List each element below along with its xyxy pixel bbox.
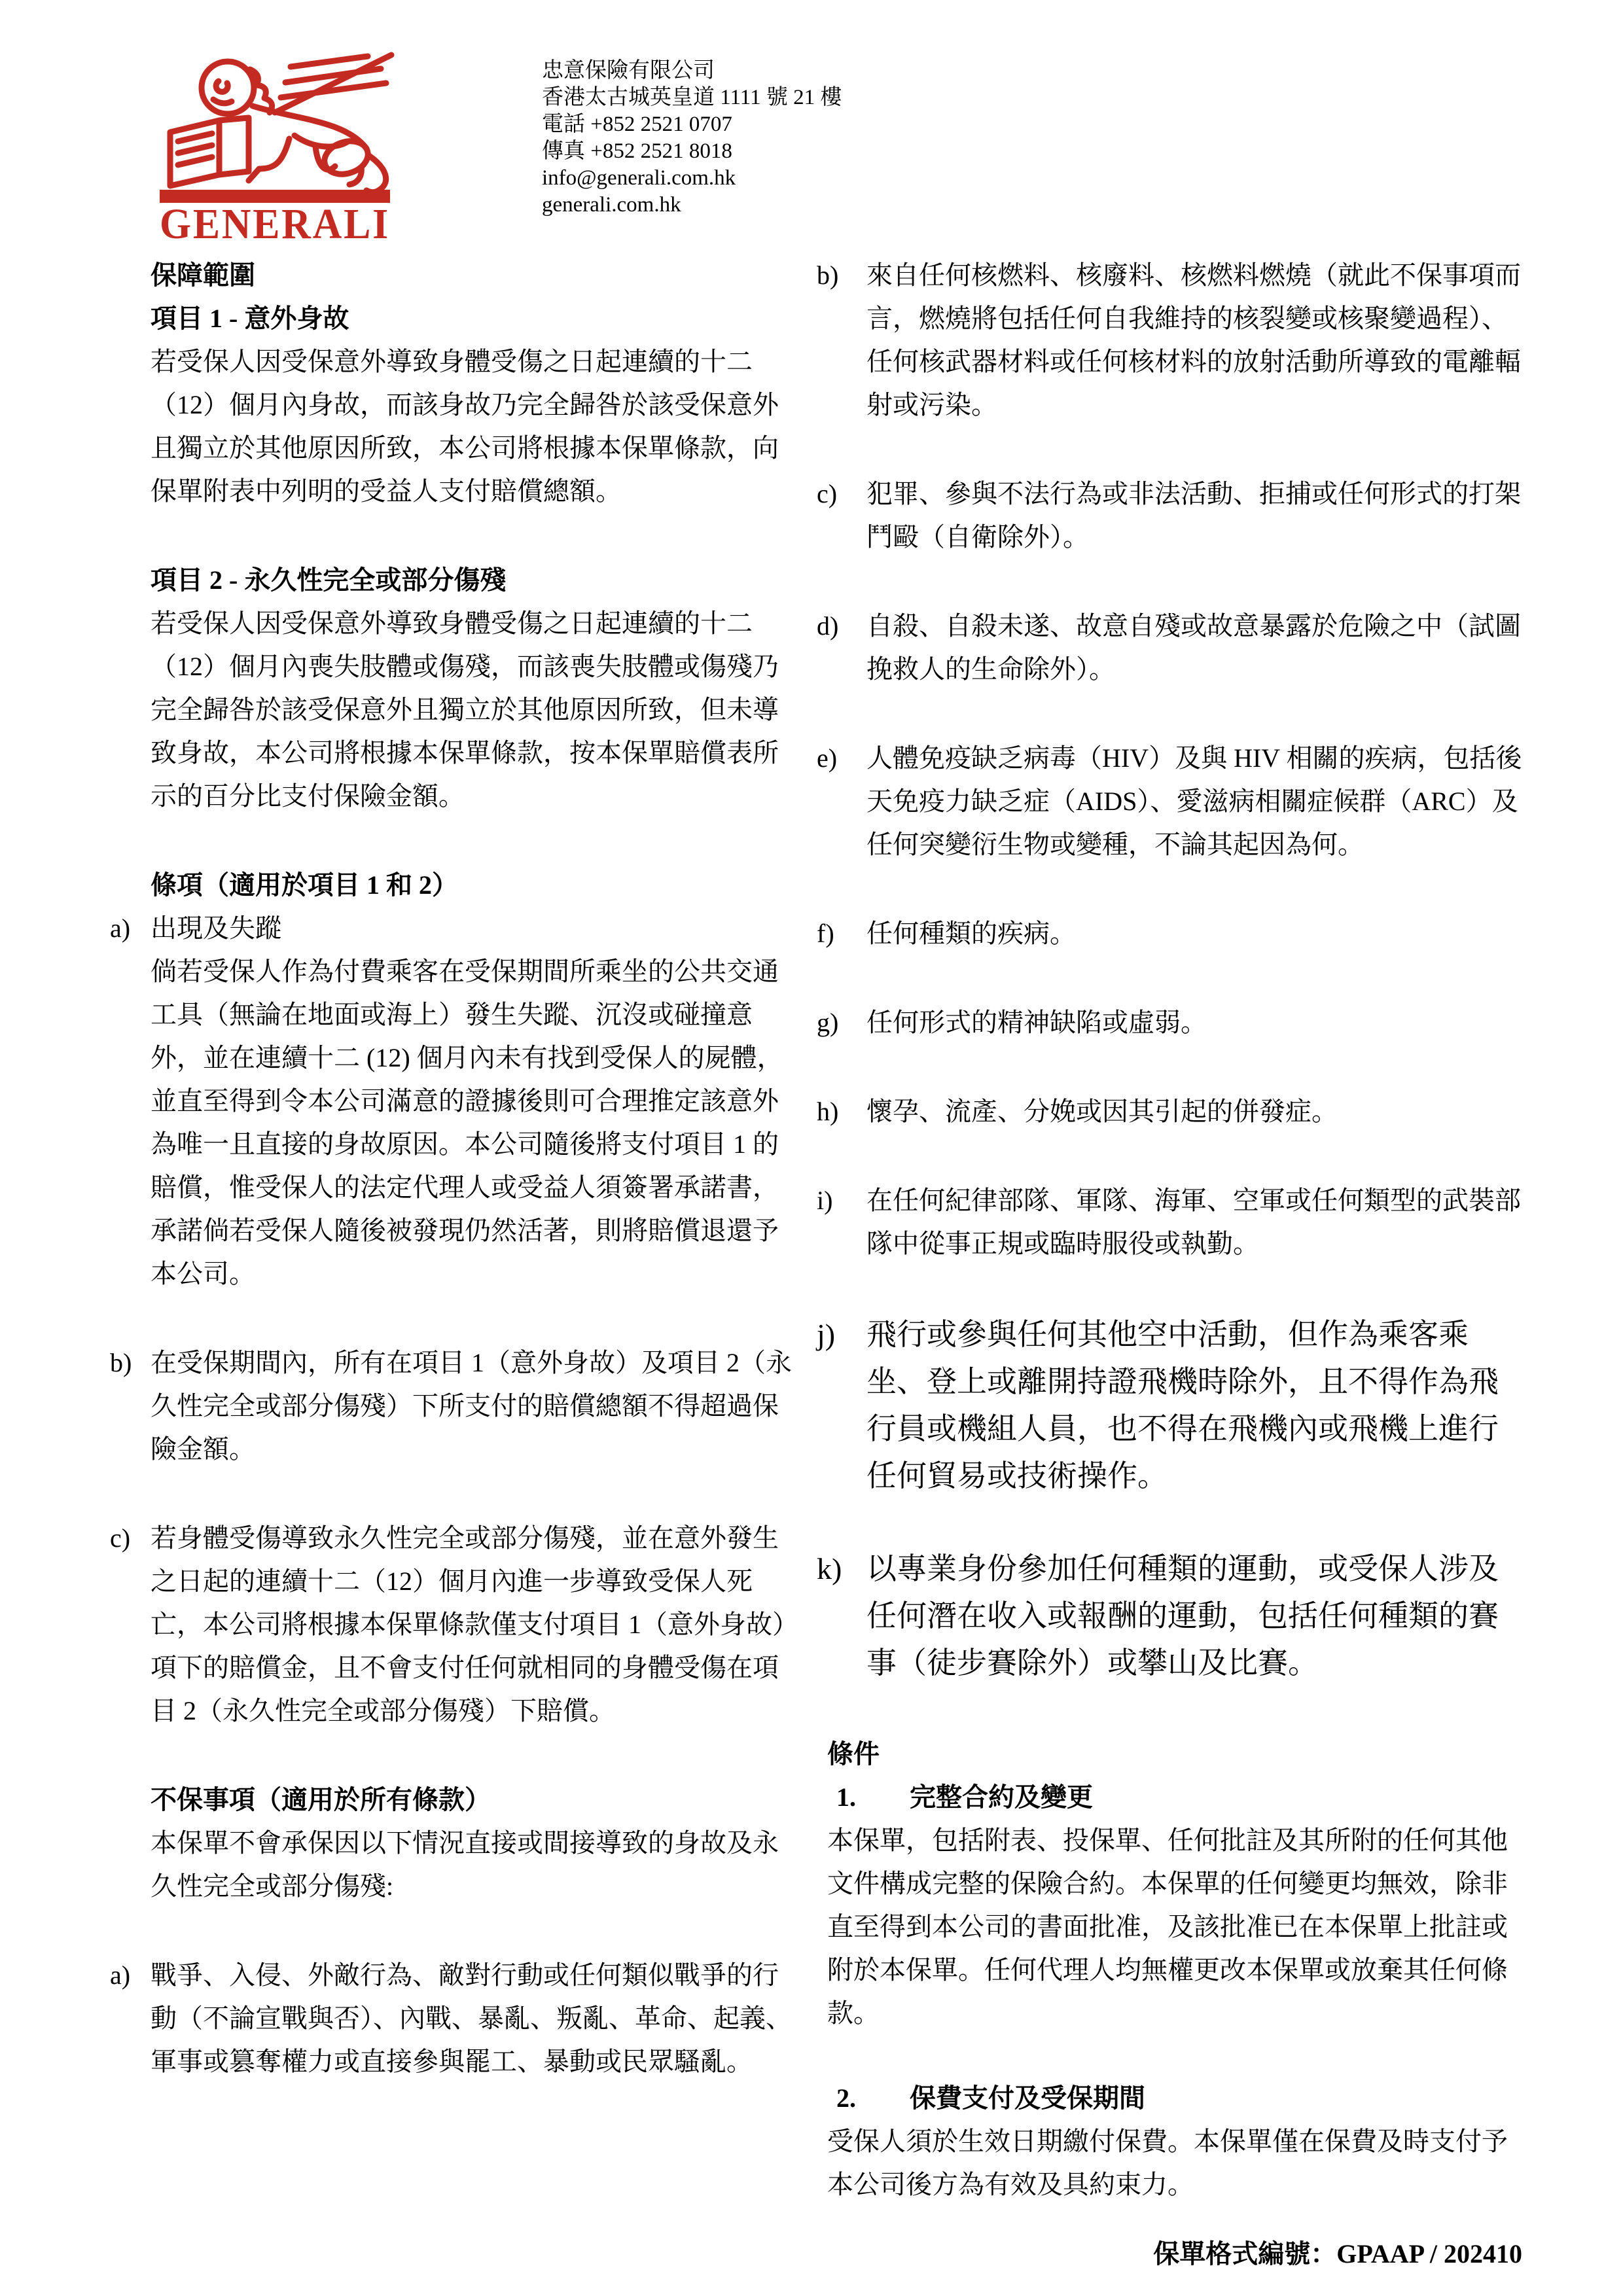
exclusion-item-f: [817, 912, 1526, 955]
exclusion-item-c: [817, 472, 1526, 559]
exclusion-item-i: [817, 1179, 1526, 1265]
exclusion-item-e: [817, 737, 1526, 866]
provision-label: c): [110, 1523, 131, 1553]
exclusion-label: b): [817, 260, 839, 290]
exclusion-item-g: [817, 1001, 1526, 1044]
left-column: [110, 254, 792, 2276]
provision-body: 若身體受傷導致永久性完全或部分傷殘，並在意外發生之日起的連續十二（12）個月內進一步導致受保人死亡，本公司將根據本保單條款僅支付項目 1（意外身故）項下的賠償金，且不會支付任何就相同的身體受傷在項目 2（永久性完全或部分傷殘）下賠償。: [151, 1523, 785, 1725]
provision-body: 倘若受保人作為付費乘客在受保期間所乘坐的公共交通工具（無論在地面或海上）發生失蹤、沉沒或碰撞意外，並在連續十二 (12) 個月內未有找到受保人的屍體，並直至得到令本公司滿意的證據後則可合理推定該意外為唯一且直接的身故原因。本公司隨後將支付項目 1 的賠償，惟受保人的法定代理人或受益人須簽署承諾書，承諾倘若受保人隨後被發現仍然活著，則將賠償退還予本公司。: [151, 957, 783, 1288]
condition-2-body: 受保人須於生效日期繳付保費。本保單僅在保費及時支付予本公司後方為有效及具約束力。: [827, 2127, 1508, 2199]
condition-1-heading: [827, 1776, 1526, 1819]
company-email: info@generali.com.hk: [542, 166, 736, 190]
provision-item-a: [110, 907, 792, 1296]
exclusion-label: j): [817, 1318, 836, 1351]
exclusion-label: i): [817, 1186, 833, 1215]
exclusion-label: g): [817, 1008, 839, 1037]
provision-label: a): [110, 913, 131, 943]
exclusion-label: e): [817, 743, 838, 773]
policy-form-number: 保單格式編號：GPAAP / 202410: [1153, 2239, 1522, 2269]
exclusion-body: 自殺、自殺未遂、故意自殘或故意暴露於危險之中（試圖挽救人的生命除外）。: [866, 611, 1521, 684]
exclusion-item-k: [817, 1545, 1526, 1687]
exclusion-body: 任何形式的精神缺陷或虛弱。: [866, 1008, 1207, 1037]
conditions-section: [817, 1733, 1526, 2206]
company-phone: 電話 +852 2521 0707: [542, 113, 732, 136]
provision-text: [151, 907, 792, 1296]
logo-wordmark: GENERALI: [160, 200, 390, 243]
company-fax: 傳真 +852 2521 8018: [542, 139, 732, 163]
exclusion-body: 人體免疫缺乏病毒（HIV）及與 HIV 相關的疾病，包括後天免疫力缺乏症（AIDS）、愛滋病相關症候群（ARC）及任何突變衍生物或變種，不論其起因為何。: [866, 743, 1522, 859]
exclusion-body: 在任何紀律部隊、軍隊、海軍、空軍或任何類型的武裝部隊中從事正規或臨時服役或執勤。: [866, 1186, 1521, 1258]
company-info: [542, 27, 842, 219]
item1-heading: 項目 1 - 意外身故: [151, 304, 349, 333]
condition-number: 1.: [836, 1782, 856, 1812]
exclusion-label: k): [817, 1552, 842, 1585]
exclusions-intro: 本保單不會承保因以下情況直接或間接導致的身故及永久性完全或部分傷殘:: [151, 1828, 779, 1901]
generali-logo: [151, 27, 399, 243]
exclusion-item-j: [817, 1311, 1526, 1500]
exclusion-item-a: [110, 1954, 792, 2083]
exclusion-body: 以專業身份參加任何種類的運動，或受保人涉及任何潛在收入或報酬的運動，包括任何種類的賽事（徒步賽除外）或攀山及比賽。: [866, 1552, 1499, 1680]
condition-1-body: 本保單，包括附表、投保單、任何批註及其所附的任何其他文件構成完整的保險合約。本保單的任何變更均無效，除非直至得到本公司的書面批准，及該批准已在本保單上批註或附於本保單。任何代理人均無權更改本保單或放棄其任何條款。: [827, 1826, 1508, 2028]
letterhead: [151, 27, 842, 243]
document-body: [110, 254, 1526, 2276]
exclusion-body: 犯罪、參與不法行為或非法活動、拒捕或任何形式的打架鬥毆（自衛除外）。: [866, 479, 1521, 552]
exclusion-item-d: [817, 605, 1526, 691]
provision-item-c: [110, 1517, 792, 1733]
coverage-heading: 保障範圍: [151, 260, 255, 290]
item1-body: 若受保人因受保意外導致身體受傷之日起連續的十二（12）個月內身故，而該身故乃完全歸咎於該受保意外且獨立於其他原因所致，本公司將根據本保單條款，向保單附表中列明的受益人支付賠償總額。: [151, 347, 779, 506]
condition-title: 完整合約及變更: [910, 1782, 1093, 1812]
exclusion-body: 懷孕、流產、分娩或因其引起的併發症。: [866, 1097, 1338, 1126]
company-website: generali.com.hk: [542, 193, 681, 217]
exclusion-item-b: [817, 254, 1526, 427]
item2-heading: 項目 2 - 永久性完全或部分傷殘: [151, 565, 507, 595]
provision-item-b: [110, 1341, 792, 1471]
provision-label: b): [110, 1348, 132, 1377]
condition-number: 2.: [836, 2083, 856, 2113]
exclusion-body: 任何種類的疾病。: [866, 919, 1076, 948]
exclusion-body: 飛行或參與任何其他空中活動，但作為乘客乘坐、登上或離開持證飛機時除外，且不得作為飛行員或機組人員，也不得在飛機內或飛機上進行任何貿易或技術操作。: [866, 1318, 1499, 1492]
exclusion-label: a): [110, 1960, 131, 1990]
company-name: 忠意保險有限公司: [542, 59, 715, 82]
condition-title: 保費支付及受保期間: [910, 2083, 1145, 2113]
exclusion-item-h: [817, 1090, 1526, 1133]
exclusion-body: 來自任何核燃料、核廢料、核燃料燃燒（就此不保事項而言，燃燒將包括任何自我維持的核裂變或核聚變過程）、任何核武器材料或任何核材料的放射活動所導致的電離輻射或污染。: [866, 260, 1521, 419]
exclusion-label: h): [817, 1097, 839, 1126]
right-column: [817, 254, 1526, 2276]
exclusions-heading: 不保事項（適用於所有條款）: [151, 1785, 491, 1814]
company-address: 香港太古城英皇道 1111 號 21 樓: [542, 86, 842, 109]
provision-body: 在受保期間內，所有在項目 1（意外身故）及項目 2（永久性完全或部分傷殘）下所支付的賠償總額不得超過保險金額。: [151, 1348, 792, 1464]
provision-title: 出現及失蹤: [151, 913, 281, 943]
condition-2-heading: [827, 2077, 1526, 2120]
item2-body: 若受保人因受保意外導致身體受傷之日起連續的十二（12）個月內喪失肢體或傷殘，而該喪失肢體或傷殘乃完全歸咎於該受保意外且獨立於其他原因所致，但未導致身故，本公司將根據本保單條款，按本保單賠償表所示的百分比支付保險金額。: [151, 609, 779, 811]
exclusion-label: d): [817, 611, 839, 641]
winged-lion-emblem-icon: [170, 55, 391, 192]
conditions-heading: 條件: [827, 1739, 880, 1769]
exclusion-label: f): [817, 919, 834, 948]
exclusion-body: 戰爭、入侵、外敵行為、敵對行動或任何類似戰爭的行動（不論宣戰與否）、內戰、暴亂、叛亂、革命、起義、軍事或篡奪權力或直接參與罷工、暴動或民眾騷亂。: [151, 1960, 792, 2076]
exclusion-label: c): [817, 479, 838, 508]
provisions-heading: 條項（適用於項目 1 和 2）: [151, 870, 458, 900]
